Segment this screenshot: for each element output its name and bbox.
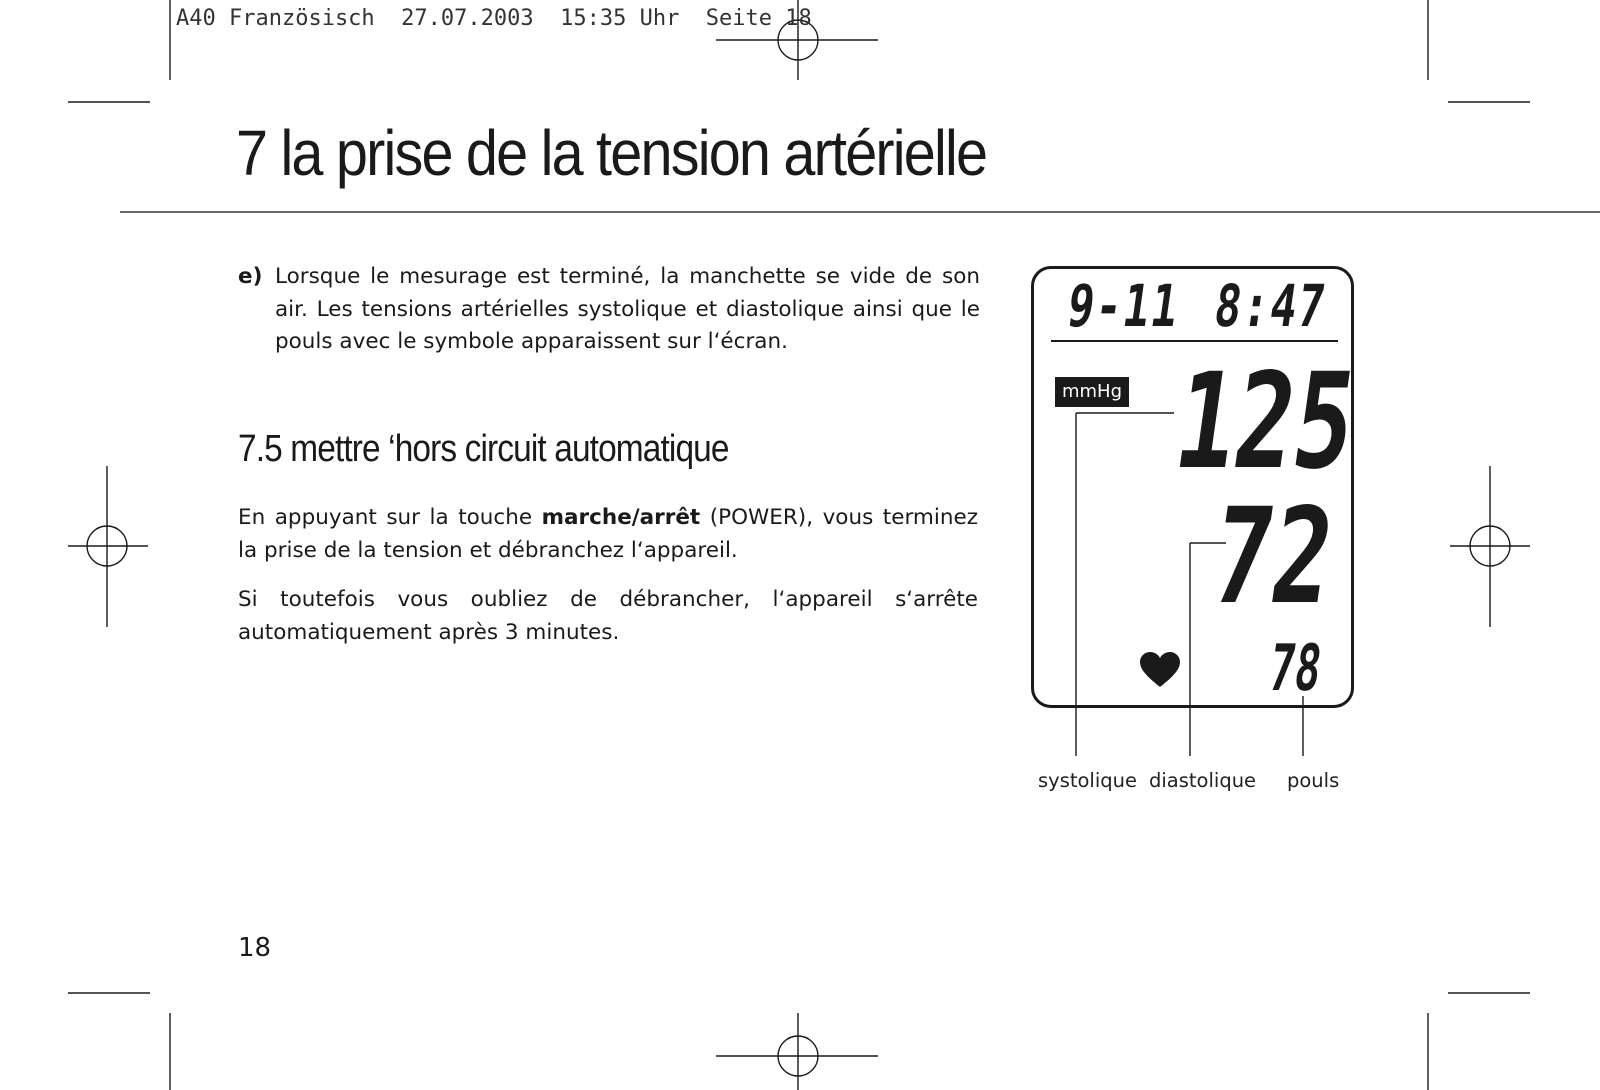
systolic-callout: systolique — [1038, 769, 1138, 792]
step-e — [238, 261, 980, 359]
diastolic-value: 72 — [1203, 480, 1343, 634]
chapter-title: 7 la prise de la tension artérielle — [236, 117, 987, 189]
heart-icon — [1140, 652, 1180, 688]
auto-off-paragraph: Si toutefois vous oubliez de débrancher, l‘appareil s‘arrête automatiquement après 3 minutes. — [238, 587, 978, 645]
power-button-name: marche/arrêt — [541, 505, 701, 530]
display-date: 9-11 — [1063, 272, 1184, 340]
display-divider — [1051, 340, 1338, 342]
section-title: 7.5 mettre ‘hors circuit automatique — [238, 428, 729, 470]
pulse-value: 78 — [1264, 632, 1326, 706]
step-e-label: e) — [238, 264, 263, 289]
diastolic-callout: diastolique — [1149, 769, 1257, 792]
pulse-callout: pouls — [1287, 769, 1340, 792]
unit-badge: mmHg — [1055, 377, 1129, 407]
title-rule — [120, 211, 1600, 213]
print-slug: A40 Französisch 27.07.2003 15:35 Uhr Seite 18 — [176, 6, 812, 31]
power-paragraph-start: En appuyant sur la touche — [238, 505, 542, 530]
page-number: 18 — [238, 933, 272, 963]
systolic-value: 125 — [1166, 345, 1365, 499]
step-e-text: Lorsque le mesurage est terminé, la manchette se vide de son air. Les tensions artérielles systolique et diastolique ainsi que le pouls avec le symbole apparaissent sur l‘écran. — [275, 264, 980, 354]
power-paragraph-end: (POWER), vous terminez la prise de la tension et débranchez l‘appareil. — [238, 505, 978, 563]
display-time: 8:47 — [1210, 272, 1331, 340]
power-paragraph — [238, 502, 978, 567]
